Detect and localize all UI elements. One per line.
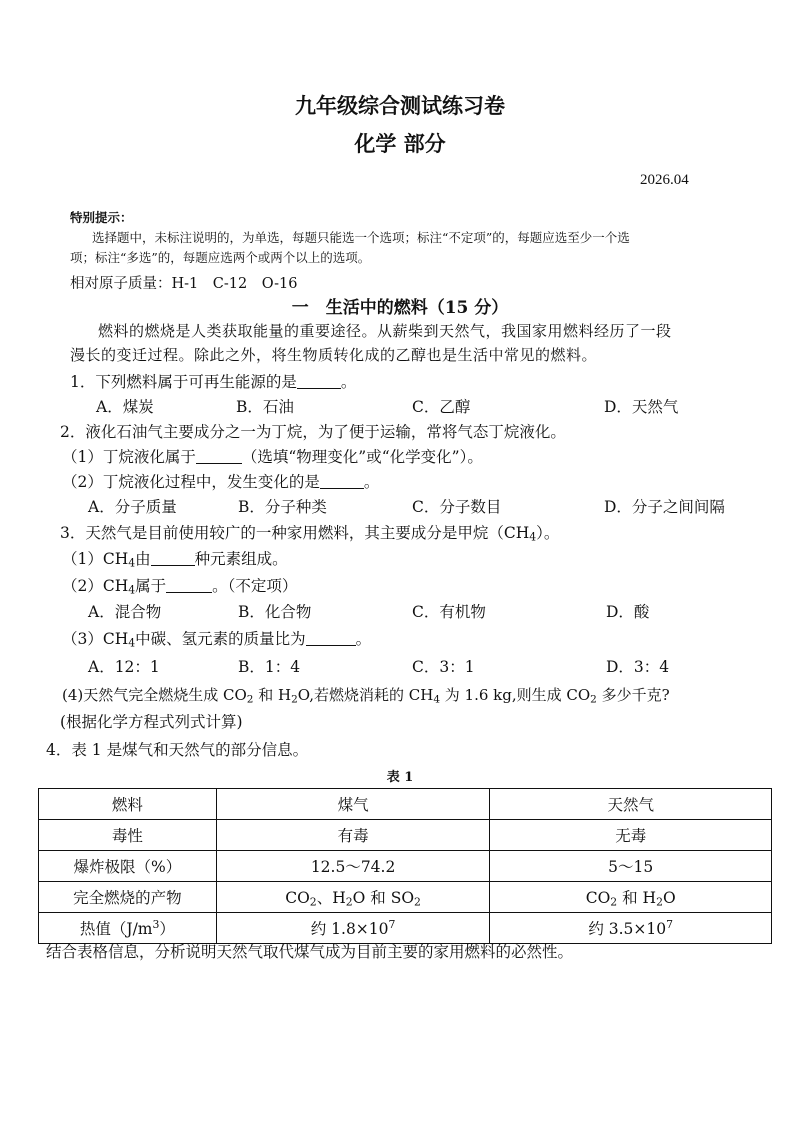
notice-heading: 特别提示： — [70, 210, 133, 225]
q3-2-option-a: A．混合物 — [88, 603, 162, 621]
q3-1-post: 种元素组成。 — [194, 550, 288, 568]
q3-4-b: 2 — [246, 693, 254, 706]
q3-2-post: 。（不定项） — [212, 577, 298, 595]
question-3-1 — [62, 547, 288, 569]
notice-line-1: 选择题中，未标注说明的，为单选，每题只能选一个选项；标注“不定项”的，每题应选至少一个选 — [92, 230, 630, 245]
q2-option-b: B．分子种类 — [238, 498, 327, 516]
question-4-conclusion: 结合表格信息，分析说明天然气取代煤气成为目前主要的家用燃料的必然性。 — [46, 943, 574, 961]
cell-sup: 3 — [152, 918, 160, 932]
q1-option-c: C．乙醇 — [412, 398, 471, 416]
q3-4-d: 2 — [291, 693, 298, 706]
section-intro-1: 燃料的燃烧是人类获取能量的重要途径。从薪柴到天然气，我国家用燃料经历了一段 — [98, 322, 672, 340]
answer-blank[interactable] — [151, 551, 195, 566]
q3-3-option-d: D．3：4 — [606, 658, 670, 676]
cell-text: O — [662, 889, 676, 907]
cell-text: ） — [159, 920, 175, 938]
q3-4-c: 和 H — [253, 686, 292, 704]
table-header-cell: 天然气 — [490, 789, 772, 820]
q3-2-option-c: C．有机物 — [412, 603, 486, 621]
q3-3-option-c: C．3：1 — [412, 658, 475, 676]
table-cell — [490, 913, 772, 944]
table-header-cell: 煤气 — [216, 789, 490, 820]
q3-3-option-a: A．12：1 — [88, 658, 160, 676]
question-3-stem — [60, 521, 559, 543]
cell-sub: 2 — [309, 895, 317, 909]
q1-option-b: B．石油 — [236, 398, 294, 416]
cell-text: 、H — [316, 889, 346, 907]
q3-2-mid: 属于 — [135, 577, 167, 595]
table-cell: 12.5～74.2 — [216, 851, 490, 882]
cell-sub: 2 — [345, 895, 353, 909]
question-3-2 — [62, 574, 297, 596]
q2-2-text: （2）丁烷液化过程中，发生变化的是 — [62, 473, 320, 491]
q3-2-sub: 4 — [128, 583, 136, 597]
q3-3-post: 。 — [355, 630, 372, 648]
exam-title: 九年级综合测试练习卷 — [295, 93, 505, 118]
table-header-cell: 燃料 — [39, 789, 217, 820]
q3-stem-sub: 4 — [529, 530, 537, 544]
table-cell — [39, 913, 217, 944]
cell-text: CO — [285, 889, 310, 907]
q3-2-option-d: D．酸 — [606, 603, 650, 621]
answer-blank[interactable] — [320, 474, 364, 489]
atomic-mass: 相对原子质量：H-1 C-12 O-16 — [70, 276, 298, 292]
exam-subtitle: 化学 部分 — [354, 131, 446, 156]
q3-1-mid: 由 — [135, 550, 151, 568]
exam-date: 2026.04 — [640, 172, 689, 188]
cell-text: CO — [585, 889, 611, 907]
answer-blank[interactable] — [297, 374, 341, 389]
table-cell: 5～15 — [490, 851, 772, 882]
cell-sup: 7 — [388, 918, 396, 932]
q2-option-a: A．分子质量 — [88, 498, 177, 516]
q2-1-text-end: （选填“物理变化”或“化学变化”）。 — [241, 448, 483, 466]
table-row — [39, 913, 772, 944]
table-cell: 爆炸极限（%） — [39, 851, 217, 882]
q3-4-g: 为 1.6 kg,则生成 CO — [440, 686, 591, 704]
table-cell: 毒性 — [39, 820, 217, 851]
table-row — [39, 882, 772, 913]
cell-sub: 2 — [414, 895, 421, 909]
q3-4-e: O,若燃烧消耗的 CH — [297, 686, 434, 704]
question-4-stem: 4．表 1 是煤气和天然气的部分信息。 — [46, 741, 309, 759]
notice-line-2: 项；标注“多选”的，每题应选两个或两个以上的选项。 — [70, 250, 371, 265]
table-cell: 有毒 — [216, 820, 490, 851]
q3-4-h: 2 — [590, 693, 597, 706]
q3-4-a: (4)天然气完全燃烧生成 CO — [62, 686, 247, 704]
q3-3-mid: 中碳、氢元素的质量比为 — [135, 630, 306, 648]
cell-sup: 7 — [666, 918, 674, 932]
table-cell: 无毒 — [490, 820, 772, 851]
question-2-1 — [62, 445, 483, 467]
section-intro-2: 漫长的变迁过程。除此之外，将生物质转化成的乙醇也是生活中常见的燃料。 — [70, 346, 598, 364]
question-2-stem: 2．液化石油气主要成分之一为丁烷，为了便于运输，常将气态丁烷液化。 — [60, 423, 566, 441]
table-row — [39, 820, 772, 851]
answer-blank[interactable] — [306, 631, 356, 646]
section-title: 一 生活中的燃料（15 分） — [291, 298, 509, 318]
cell-sub: 2 — [610, 895, 618, 909]
q3-3-sub: 4 — [128, 636, 136, 650]
cell-text: 约 1.8×10 — [310, 920, 389, 938]
q3-4-i: 多少千克? — [596, 686, 670, 704]
question-3-3 — [62, 627, 371, 649]
q3-stem-text: 3．天然气是目前使用较广的一种家用燃料，其主要成分是甲烷（CH — [60, 524, 530, 542]
question-3-4 — [62, 684, 670, 705]
question-3-4-note: (根据化学方程式列式计算) — [60, 713, 243, 731]
q3-1-pre: （1）CH — [62, 550, 129, 568]
q2-2-text-end: 。 — [363, 473, 380, 491]
q3-2-pre: （2）CH — [62, 577, 129, 595]
table-row — [39, 851, 772, 882]
cell-text: 约 3.5×10 — [588, 920, 667, 938]
table-cell — [490, 882, 772, 913]
cell-text: 热值（J/m — [79, 920, 153, 938]
cell-sub: 2 — [656, 895, 663, 909]
q3-1-sub: 4 — [128, 556, 136, 570]
table-caption: 表 1 — [386, 770, 414, 785]
table-cell: 完全燃烧的产物 — [39, 882, 217, 913]
answer-blank[interactable] — [166, 578, 212, 593]
table-row — [39, 789, 772, 820]
cell-text: 和 H — [617, 889, 657, 907]
q3-4-f: 4 — [433, 693, 440, 706]
answer-blank[interactable] — [196, 449, 242, 464]
q3-3-pre: （3）CH — [62, 630, 129, 648]
table-cell — [216, 913, 490, 944]
question-1-stem: 1．下列燃料属于可再生能源的是 — [70, 373, 297, 391]
fuel-info-table — [38, 788, 772, 944]
q1-option-a: A．煤炭 — [96, 398, 154, 416]
table-cell — [216, 882, 490, 913]
q2-option-c: C．分子数目 — [412, 498, 502, 516]
question-2-2 — [62, 470, 379, 492]
q1-option-d: D．天然气 — [604, 398, 679, 416]
q3-3-option-b: B．1：4 — [238, 658, 301, 676]
q2-option-d: D．分子之间间隔 — [604, 498, 725, 516]
q3-stem-end: ）。 — [536, 524, 560, 542]
question-1-end: 。 — [340, 373, 357, 391]
q3-2-option-b: B．化合物 — [238, 603, 312, 621]
cell-text: O 和 SO — [352, 889, 415, 907]
question-1 — [70, 370, 356, 392]
q2-1-text: （1）丁烷液化属于 — [62, 448, 196, 466]
